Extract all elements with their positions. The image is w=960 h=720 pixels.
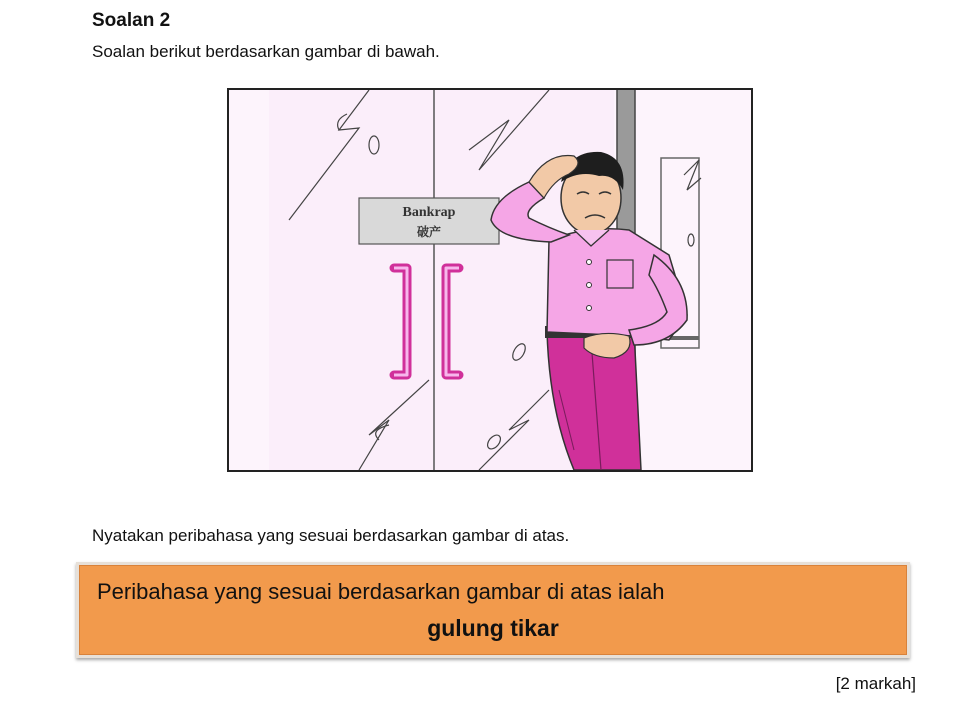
answer-line-1: Peribahasa yang sesuai berdasarkan gambar di atas ialah [97, 579, 665, 604]
question-title: Soalan 2 [92, 10, 171, 31]
bankrupt-man-illustration [229, 90, 751, 470]
question-prompt: Nyatakan peribahasa yang sesuai berdasarkan gambar di atas. [92, 526, 570, 545]
question-intro: Soalan berikut berdasarkan gambar di bawah. [92, 42, 440, 61]
sign-text-chinese: 破产 [416, 225, 442, 239]
marks-label: [2 markah] [835, 674, 916, 693]
answer-proverb: gulung tikar [427, 615, 559, 641]
answer-box [76, 562, 910, 658]
illustration-figure [227, 88, 753, 472]
sign-text-bankrap: Bankrap [402, 205, 456, 220]
